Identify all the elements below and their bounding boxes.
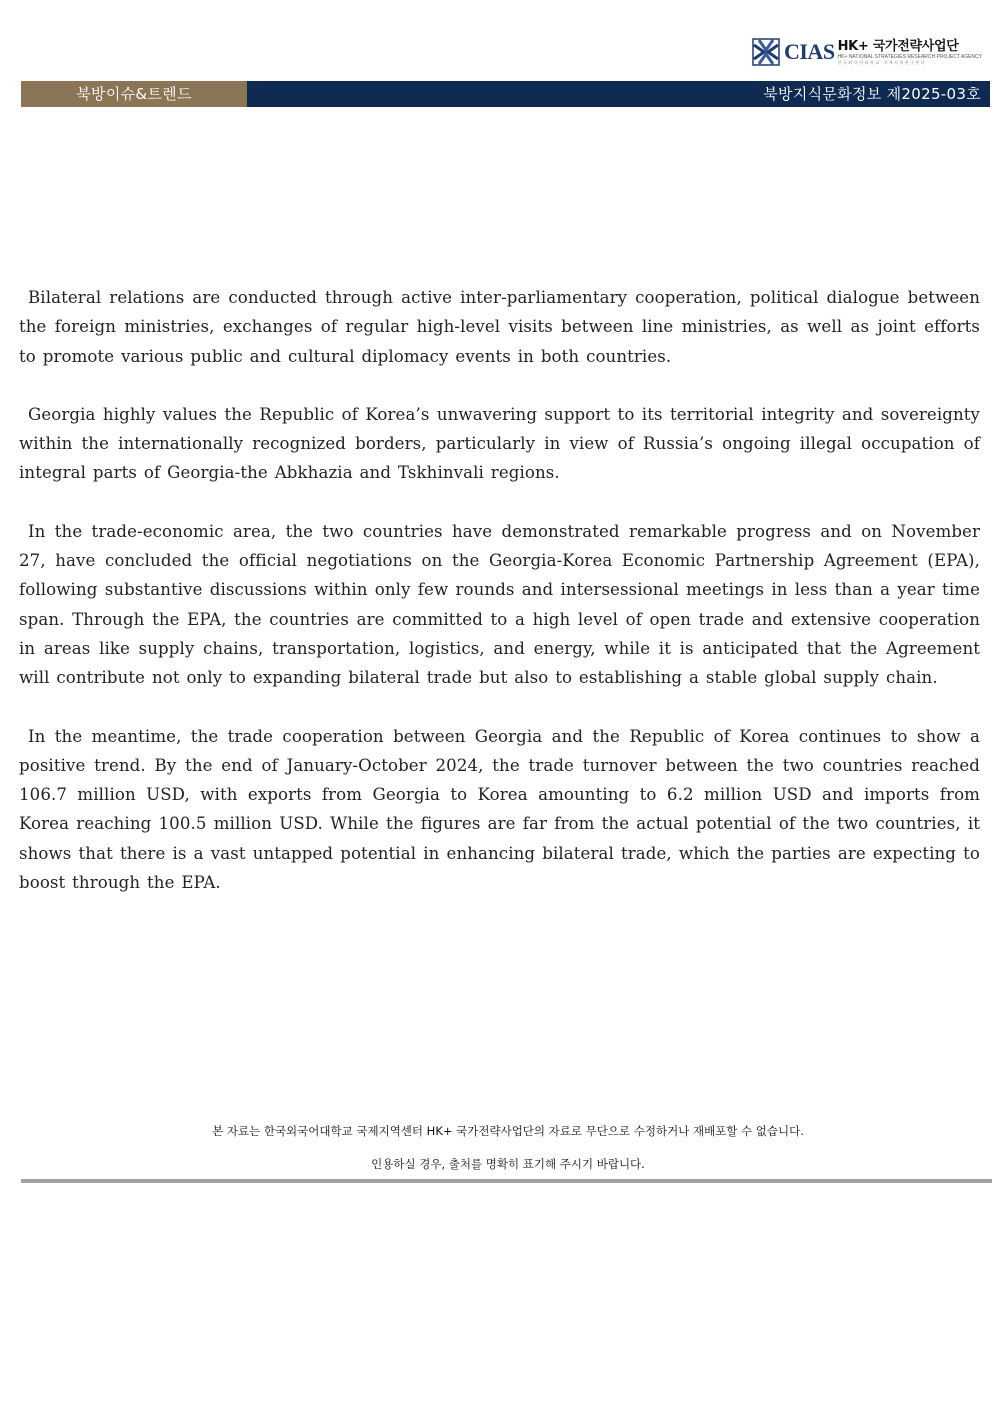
- paragraph-territorial-integrity: Georgia highly values the Republic of Korea’s unwavering support to its territorial integrity and sovereignty within the internationally recognized borders, particularly in view of Russia’s ongoing illegal occupation of integral parts of Georgia-the Abkhazia and Tskhinvali regions.: [19, 404, 980, 483]
- footer-divider: [21, 1179, 992, 1183]
- paragraph-trade-figures: In the meantime, the trade cooperation between Georgia and the Republic of Korea continues to show a positive trend. By the end of January-October 2024, the trade turnover between the two countries reached 106.7 million USD, with exports from Georgia to Korea amounting to 6.2 million USD and imports from Korea reaching 100.5 million USD. While the figures are far from the actual potential of the two countries, it shows that there is a vast untapped potential in enhancing bilateral trade, which the parties are expecting to boost through the EPA.: [19, 726, 980, 893]
- article-body: [19, 283, 980, 926]
- logo-subtitle-kr: 한국외국어대학교 국제지역연구센터: [837, 60, 927, 65]
- footer-citation: 인용하실 경우, 출처를 명확히 표기해 주시기 바랍니다.: [371, 1157, 645, 1171]
- logo-text-block: [838, 39, 982, 65]
- header-bar: [21, 81, 990, 107]
- cias-logo: [751, 36, 982, 68]
- footer-notice: 본 자료는 한국외국어대학교 국제지역센터 HK+ 국가전략사업단의 자료로 무단으로 수정하거나 재배포할 수 없습니다.: [212, 1124, 804, 1138]
- section-label: 북방이슈&트렌드: [21, 81, 247, 107]
- logo-subtitle: HK+ NATIONAL STRATEGIES RESEARCH PROJECT AGENCY: [837, 54, 982, 60]
- paragraph-trade-economic: In the trade-economic area, the two countries have demonstrated remarkable progress and on November 27, have concluded the official negotiations on the Georgia-Korea Economic Partnership Agreement (EPA), following substantive discussions within only few rounds and intersessional meetings in less than a year time span. Through the EPA, the countries are committed to a high level of open trade and extensive cooperation in areas like supply chains, transportation, logistics, and energy, while it is anticipated that the Agreement will contribute not only to expanding bilateral trade but also to establishing a stable global supply chain.: [19, 521, 980, 688]
- logo-title: HK+ 국가전략사업단: [837, 39, 959, 54]
- logo-brand: CIAS: [783, 39, 835, 64]
- cias-knot-icon: [751, 37, 781, 67]
- paragraph-bilateral-relations: Bilateral relations are conducted through active inter-parliamentary cooperation, political dialogue between the foreign ministries, exchanges of regular high-level visits between line ministries, as well as joint efforts to promote various public and cultural diplomacy events in both countries.: [19, 288, 980, 366]
- issue-label: 북방지식문화정보 제2025-03호: [247, 81, 990, 107]
